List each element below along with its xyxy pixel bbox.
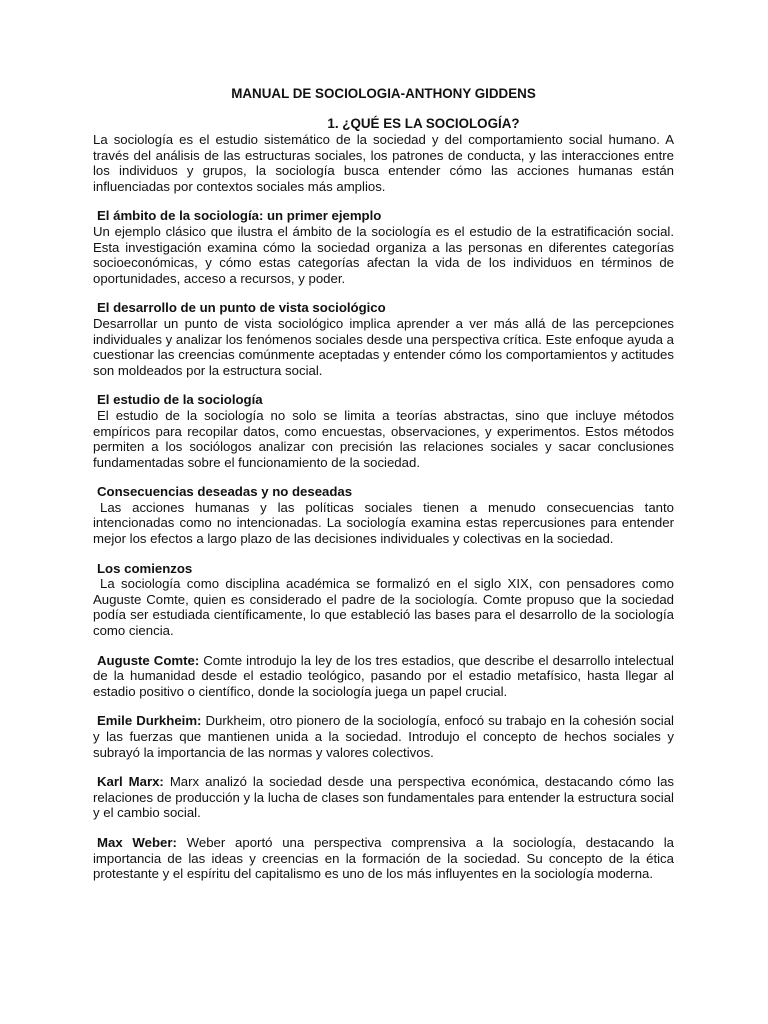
section-comienzos — [93, 561, 674, 639]
section-paragraph: Las acciones humanas y las políticas sociales tienen a menudo consecuencias tanto intencionadas como no intencionadas. La sociología examina estas repercusiones para entender mejor los efectos a largo plazo de las decisiones individuales y colectivas en la sociedad. — [93, 499, 674, 547]
thinker-paragraph — [93, 713, 674, 760]
thinker-paragraph — [93, 835, 674, 882]
intro-paragraph: La sociología es el estudio sistemático de la sociedad y del comportamiento social humano. A través del análisis de las estructuras sociales, los patrones de conducta, y las interacciones entre los individuos y grupos, la sociología busca entender cómo las acciones humanas están influenciadas por contextos sociales más amplios. — [93, 132, 674, 194]
thinker-name: Auguste Comte: — [97, 652, 200, 668]
thinker-name: Max Weber: — [97, 834, 177, 850]
thinker-text: Durkheim, otro pionero de la sociología, enfocó su trabajo en la cohesión social y las fuerzas que mantienen unida a la sociedad. Introdujo el concepto de hechos sociales y subrayó la importancia de las normas y valores colectivos. — [93, 713, 674, 760]
thinker-weber — [93, 835, 674, 882]
section-desarrollo — [93, 300, 674, 378]
thinker-text: Comte introdujo la ley de los tres estadios, que describe el desarrollo intelectual de la humanidad desde el estadio teológico, pasando por el estadio metafísico, hasta llegar al estadio positivo o científico, donde la sociología juega un papel crucial. — [93, 652, 674, 699]
chapter-title: 1. ¿QUÉ ES LA SOCIOLOGÍA? — [327, 116, 520, 131]
thinker-text: Marx analizó la sociedad desde una perspectiva económica, destacando cómo las relaciones de producción y la lucha de clases son fundamentales para entender la estructura social y el cambio social. — [93, 774, 674, 821]
document-title: MANUAL DE SOCIOLOGIA-ANTHONY GIDDENS — [231, 86, 536, 101]
thinker-name: Karl Marx: — [97, 774, 164, 790]
section-heading: El desarrollo de un punto de vista sociológico — [97, 300, 386, 316]
section-estudio — [93, 392, 674, 470]
section-paragraph: La sociología como disciplina académica se formalizó en el siglo XIX, con pensadores como Auguste Comte, quien es considerado el padre de la sociología. Comte propuso que la sociedad podía ser estudiada científicamente, lo que estableció las bases para el desarrollo de la sociología como ciencia. — [93, 576, 674, 639]
section-paragraph: El estudio de la sociología no solo se limita a teorías abstractas, sino que incluye métodos empíricos para recopilar datos, como encuestas, observaciones, y experimentos. Estos métodos permiten a los sociólogos analizar con precisión las relaciones sociales y sacar conclusiones fundamentadas sobre el funcionamiento de la sociedad. — [93, 407, 674, 470]
section-ambito — [93, 208, 674, 286]
thinker-marx — [93, 774, 674, 821]
section-paragraph: Un ejemplo clásico que ilustra el ámbito de la sociología es el estudio de la estratificación social. Esta investigación examina cómo la sociedad organiza a las personas en diferentes categorías socioeconómicas, y cómo estas categorías afectan la vida de los individuos en términos de oportunidades, acceso a recursos, y poder. — [93, 223, 674, 286]
thinker-text: Weber aportó una perspectiva comprensiva a la sociología, destacando la importancia de las ideas y creencias en la formación de la sociedad. Su concepto de la ética protestante y el espíritu del capitalismo es uno de los más influyentes en la sociología moderna. — [93, 834, 674, 882]
thinker-paragraph — [93, 774, 674, 821]
section-heading: El estudio de la sociología — [97, 392, 263, 408]
section-heading: El ámbito de la sociología: un primer ejemplo — [97, 208, 382, 224]
thinker-comte — [93, 653, 674, 700]
section-consecuencias — [93, 484, 674, 546]
section-paragraph: Desarrollar un punto de vista sociológico implica aprender a ver más allá de las percepciones individuales y analizar los fenómenos sociales desde una perspectiva crítica. Este enfoque ayuda a cuestionar las creencias comúnmente aceptadas y entender cómo los comportamientos y actitudes son moldeados por la estructura social. — [93, 315, 674, 378]
thinker-durkheim — [93, 713, 674, 760]
section-heading: Consecuencias deseadas y no deseadas — [97, 484, 353, 500]
section-heading: Los comienzos — [97, 560, 193, 576]
thinker-paragraph — [93, 653, 674, 700]
thinker-name: Emile Durkheim: — [97, 713, 202, 729]
